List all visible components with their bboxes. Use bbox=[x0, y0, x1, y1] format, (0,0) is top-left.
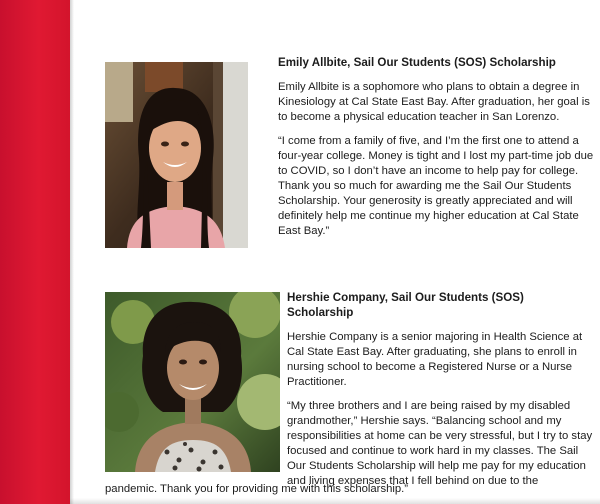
profile-heading: Hershie Company, Sail Our Students (SOS) Scholarship bbox=[287, 291, 524, 319]
profile-photo-emily bbox=[105, 62, 248, 248]
profile-quote: “My three brothers and I are being raised by my disabled grandmother,” Hershie says. “Balancing school and my responsibilities at home can be very stressful, but I try to stay focused and continue to work hard in my classes. The Sail Our Students Scholarship will help me pay for my education and living expenses that I fell behind on due to the bbox=[287, 400, 593, 487]
profile-quote-continuation: pandemic. Thank you for providing me with this scholarship.” bbox=[105, 483, 409, 495]
profile-heading: Emily Allbite, Sail Our Students (SOS) Scholarship bbox=[278, 56, 556, 69]
page-edge-shadow bbox=[70, 498, 600, 504]
profile-hershie bbox=[287, 290, 593, 489]
profile-photo-hershie bbox=[105, 292, 280, 472]
profile-emily bbox=[278, 55, 594, 248]
red-accent-band bbox=[0, 0, 70, 504]
profile-quote: “I come from a family of five, and I’m the first one to attend a four-year college. Money is tight and I lost my part-time job due to COVID, so I don’t have an income to help pay for college. Thank you so much for awarding me the Sail Our Students Scholarship. Your generosity is greatly appreciated and will definitely help me continue my higher education at Cal State East Bay.” bbox=[278, 135, 594, 237]
profile-intro: Emily Allbite is a sophomore who plans to obtain a degree in Kinesiology at Cal State East Bay. After graduation, her goal is to become a physical education teacher in San Lorenzo. bbox=[278, 81, 590, 123]
profile-intro: Hershie Company is a senior majoring in Health Science at Cal State East Bay. After graduating, she plans to enroll in nursing school to become a Registered Nurse or a Nurse Practitioner. bbox=[287, 331, 583, 388]
